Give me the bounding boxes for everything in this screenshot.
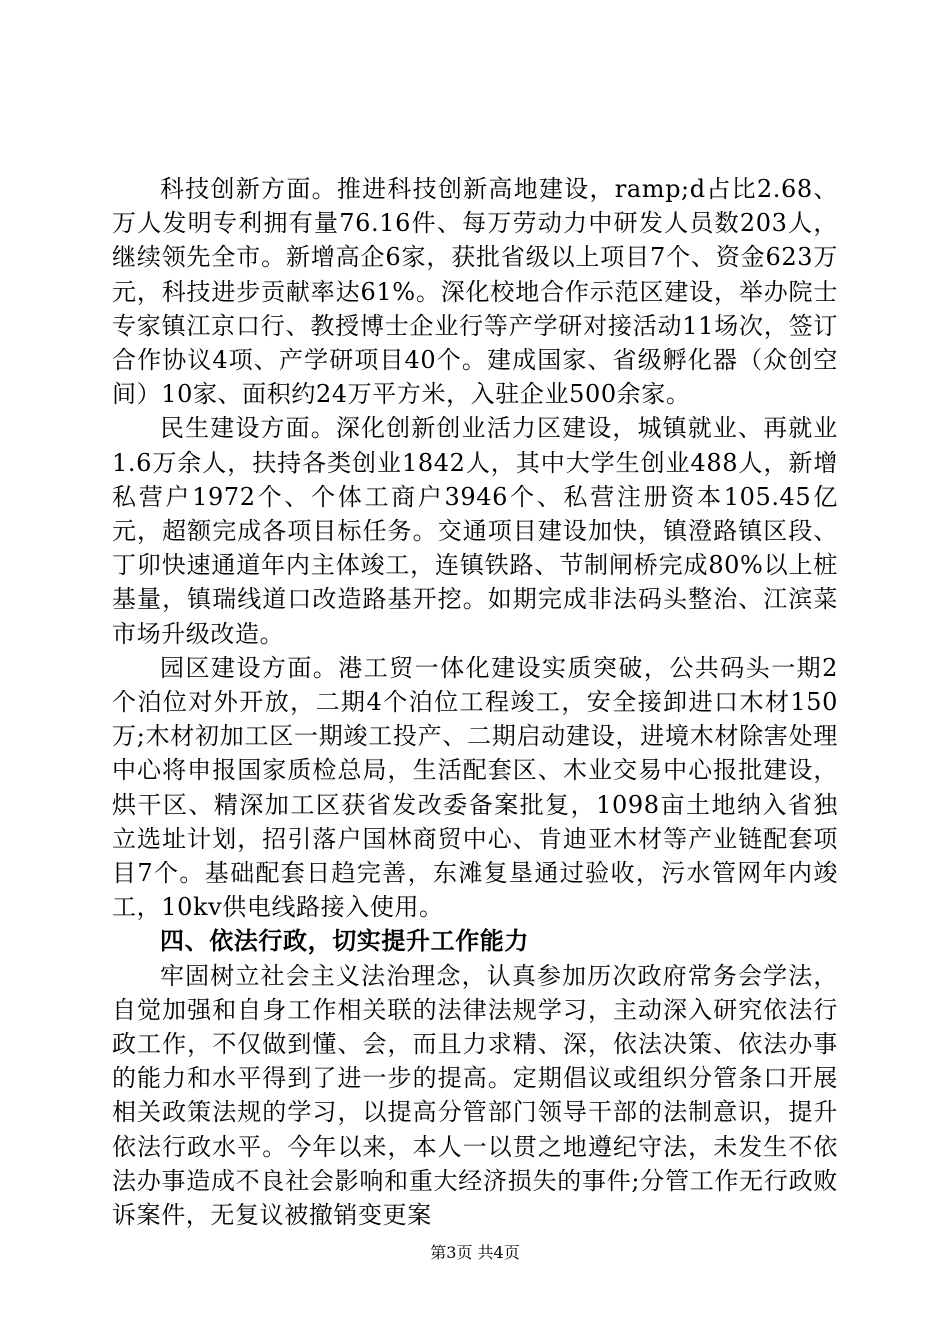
- paragraph-park-construction: 园区建设方面。港工贸一体化建设实质突破，公共码头一期2个泊位对外开放，二期4个泊位工程竣工，安全接卸进口木材150万;木材初加工区一期竣工投产、二期启动建设，进境木材除害处理中心将申报国家质检总局，生活配套区、木业交易中心报批建设，烘干区、精深加工区获省发改委备案批复，1098亩土地纳入省独立选址计划，招引落户国林商贸中心、肯迪亚木材等产业链配套项目7个。基础配套日趋完善，东滩复垦通过验收，污水管网年内竣工，10kv供电线路接入使用。: [112, 653, 838, 922]
- section-heading: 四、依法行政，切实提升工作能力: [160, 926, 529, 956]
- page-footer: 第3页 共4页: [430, 1243, 520, 1262]
- paragraph-livelihood: 民生建设方面。深化创新创业活力区建设，城镇就业、再就业1.6万余人，扶持各类创业1842人，其中大学生创业488人，新增私营户1972个、个体工商户3946个、私营注册资本105.45亿元，超额完成各项目标任务。交通项目建设加快，镇澄路镇区段、丁卯快速通道年内主体竣工，连镇铁路、节制闸桥完成80%以上桩基量，镇瑞线道口改造路基开挖。如期完成非法码头整治、江滨菜市场升级改造。: [112, 414, 838, 648]
- paragraph-tech-innovation: 科技创新方面。推进科技创新高地建设，ramp;d占比2.68、万人发明专利拥有量76.16件、每万劳动力中研发人员数203人，继续领先全市。新增高企6家，获批省级以上项目7个、资金623万元，科技进步贡献率达61%。深化校地合作示范区建设，举办院士专家镇江京口行、教授博士企业行等产学研对接活动11场次，签订合作协议4项、产学研项目40个。建成国家、省级孵化器（众创空间）10家、面积约24万平方米，入驻企业500余家。: [112, 175, 838, 409]
- paragraph-rule-of-law: 牢固树立社会主义法治理念，认真参加历次政府常务会学法，自觉加强和自身工作相关联的法律法规学习，主动深入研究依法行政工作，不仅做到懂、会，而且力求精、深，依法决策、依法办事的能力和水平得到了进一步的提高。定期倡议或组织分管条口开展相关政策法规的学习，以提高分管部门领导干部的法制意识，提升依法行政水平。今年以来，本人一以贯之地遵纪守法，未发生不依法办事造成不良社会影响和重大经济损失的事件;分管工作无行政败诉案件，无复议被撤销变更案: [112, 961, 838, 1230]
- document-body: [112, 172, 838, 1232]
